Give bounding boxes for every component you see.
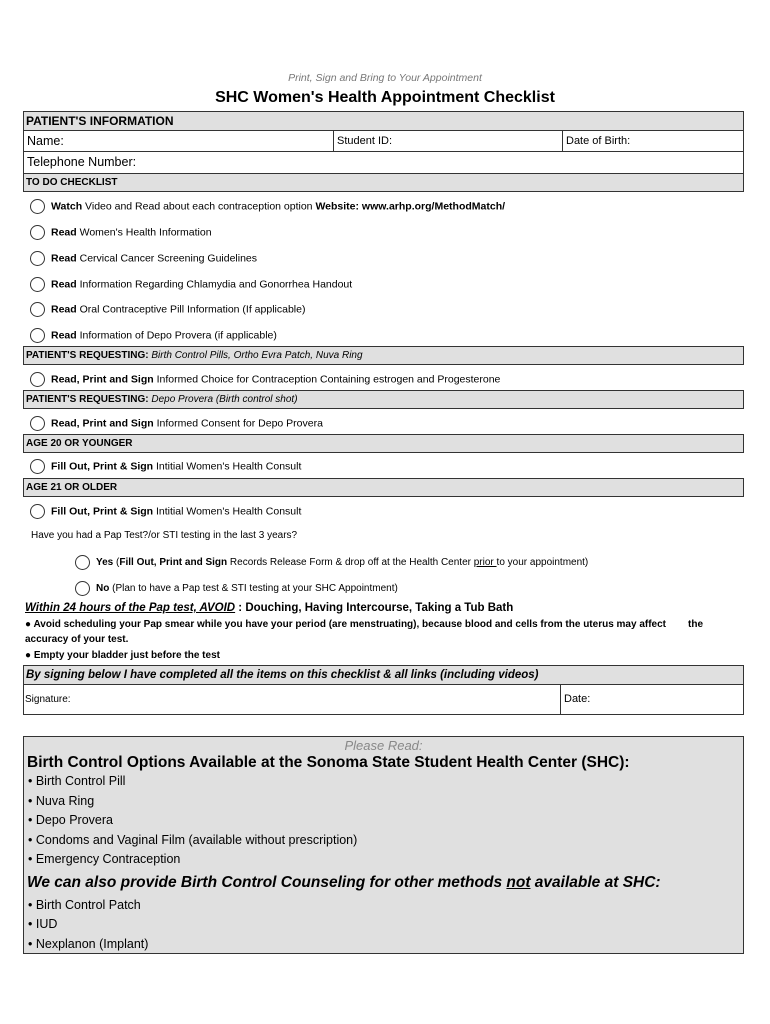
todo-verb: Read, Print and Sign	[51, 417, 154, 430]
requesting-pills-header	[23, 346, 744, 365]
birth-control-item: • Depo Provera	[28, 813, 113, 827]
todo-text: Informed Consent for Depo Provera	[153, 417, 323, 430]
todo-item	[30, 251, 257, 266]
avoid-heading-rest: : Douching, Having Intercourse, Taking a Tub Bath	[235, 602, 514, 614]
signature-row	[23, 684, 744, 715]
age-21-header: AGE 21 OR OLDER	[23, 478, 744, 497]
birth-control-item: • Condoms and Vaginal Film (available without prescription)	[28, 832, 358, 847]
yes-label: Yes	[96, 557, 114, 569]
other-method-item: • Birth Control Patch	[28, 897, 141, 912]
todo-verb: Read	[51, 278, 77, 291]
todo-text: Information Regarding Chlamydia and Gonorrhea Handout	[76, 278, 353, 291]
pap-avoid-heading	[25, 602, 513, 614]
todo-text: Oral Contraceptive Pill Information (If applicable)	[76, 303, 306, 316]
other-methods-text-end: available at SHC:	[530, 873, 661, 891]
not-underlined: not	[506, 873, 531, 891]
yes-text-end: to your appointment)	[496, 557, 589, 569]
patient-info-row	[23, 130, 744, 152]
pap-note-period: ● Avoid scheduling your Pap smear while you have your period (are menstruating), because blood and cells from the uterus may affect	[25, 619, 667, 630]
todo-verb: Read	[51, 329, 77, 342]
todo-text: Information of Depo Provera (if applicable)	[76, 329, 277, 342]
section-label: PATIENT'S REQUESTING:	[26, 350, 149, 361]
todo-verb: Read	[51, 252, 77, 265]
age-20-header: AGE 20 OR YOUNGER	[23, 434, 744, 453]
todo-text: Video and Read about each contraception option	[82, 200, 316, 213]
todo-item	[30, 302, 305, 317]
telephone-label: Telephone Number:	[27, 155, 137, 169]
todo-text: Cervical Cancer Screening Guidelines	[76, 252, 258, 265]
todo-verb: Read	[51, 226, 77, 239]
avoid-heading-italic: Within 24 hours of the Pap test, AVOID	[25, 602, 236, 614]
other-method-item: • IUD	[28, 917, 58, 931]
checkbox-circle[interactable]	[30, 416, 45, 431]
section-detail: Birth Control Pills, Ortho Evra Patch, Nuva Ring	[148, 350, 363, 361]
birth-control-item: • Emergency Contraception	[28, 852, 181, 866]
name-label: Name:	[27, 134, 64, 148]
prior-underlined: prior	[473, 557, 497, 569]
birth-control-box	[23, 736, 744, 954]
todo-verb: Fill Out, Print & Sign	[51, 505, 154, 518]
yes-text: Records Release Form & drop off at the Health Center	[227, 557, 474, 569]
yes-bold: Fill Out, Print and Sign	[119, 557, 228, 569]
todo-verb: Read, Print and Sign	[51, 373, 154, 386]
checkbox-circle[interactable]	[30, 372, 45, 387]
radio-circle[interactable]	[75, 581, 90, 596]
todo-item-watch	[30, 199, 505, 214]
todo-item-consult-21	[30, 504, 301, 519]
todo-item-consult-20	[30, 459, 301, 474]
checkbox-circle[interactable]	[30, 302, 45, 317]
birth-control-item: • Birth Control Pill	[28, 774, 126, 788]
checkbox-circle[interactable]	[30, 277, 45, 292]
checkbox-circle[interactable]	[30, 199, 45, 214]
dob-label: Date of Birth:	[566, 135, 631, 147]
todo-verb: Watch	[51, 200, 83, 213]
todo-verb: Read	[51, 303, 77, 316]
todo-text: Informed Choice for Contraception Containing estrogen and Progesterone	[153, 373, 501, 386]
signature-label: Signature:	[25, 694, 71, 705]
pap-note-bladder: ● Empty your bladder just before the test	[25, 650, 220, 661]
pap-note-period-cont: accuracy of your test.	[25, 634, 129, 645]
student-id-label: Student ID:	[337, 135, 393, 147]
todo-header: TO DO CHECKLIST	[23, 173, 744, 192]
checkbox-circle[interactable]	[30, 459, 45, 474]
please-read: Please Read:	[344, 738, 423, 753]
section-detail: Depo Provera (Birth control shot)	[148, 394, 298, 405]
other-methods-heading	[27, 870, 743, 896]
pap-no-option	[75, 581, 398, 596]
birth-control-title: Birth Control Options Available at the Sonoma State Student Health Center (SHC):	[27, 754, 630, 771]
pap-note-period-the: the	[688, 619, 703, 630]
requesting-depo-header	[23, 390, 744, 409]
signature-field[interactable]	[24, 685, 561, 714]
todo-item-informed-choice	[30, 372, 500, 387]
todo-item	[30, 225, 212, 240]
todo-verb: Fill Out, Print & Sign	[51, 460, 154, 473]
todo-text: Women's Health Information	[76, 226, 212, 239]
checkbox-circle[interactable]	[30, 251, 45, 266]
todo-item	[30, 328, 277, 343]
date-field[interactable]	[561, 685, 743, 714]
patient-info-header: PATIENT'S INFORMATION	[23, 111, 744, 131]
todo-text: Intitial Women's Health Consult	[153, 460, 302, 473]
radio-circle[interactable]	[75, 555, 90, 570]
form-subtitle: Print, Sign and Bring to Your Appointment	[288, 72, 482, 84]
dob-field[interactable]	[563, 131, 743, 151]
section-label: PATIENT'S REQUESTING:	[26, 394, 149, 405]
other-methods-text: We can also provide Birth Control Counseling for other methods	[27, 873, 507, 891]
signature-statement: By signing below I have completed all the items on this checklist & all links (including videos)	[23, 665, 744, 685]
todo-item	[30, 277, 352, 292]
todo-item-depo-consent	[30, 416, 323, 431]
checkbox-circle[interactable]	[30, 225, 45, 240]
no-label: No	[96, 583, 110, 595]
name-field[interactable]	[24, 131, 334, 151]
pap-question: Have you had a Pap Test?/or STI testing in the last 3 years?	[31, 530, 298, 541]
student-id-field[interactable]	[334, 131, 563, 151]
checkbox-circle[interactable]	[30, 504, 45, 519]
date-label: Date:	[564, 693, 591, 705]
website-link[interactable]: Website: www.arhp.org/MethodMatch/	[315, 200, 506, 213]
no-text: (Plan to have a Pap test & STI testing at your SHC Appointment)	[109, 583, 398, 595]
todo-text: Intitial Women's Health Consult	[153, 505, 302, 518]
form-title: SHC Women's Health Appointment Checklist	[215, 89, 555, 106]
other-method-item: • Nexplanon (Implant)	[28, 936, 149, 951]
paren: (	[113, 557, 120, 569]
birth-control-item: • Nuva Ring	[28, 793, 95, 808]
checkbox-circle[interactable]	[30, 328, 45, 343]
telephone-field[interactable]	[23, 151, 744, 174]
pap-yes-option	[75, 555, 588, 570]
